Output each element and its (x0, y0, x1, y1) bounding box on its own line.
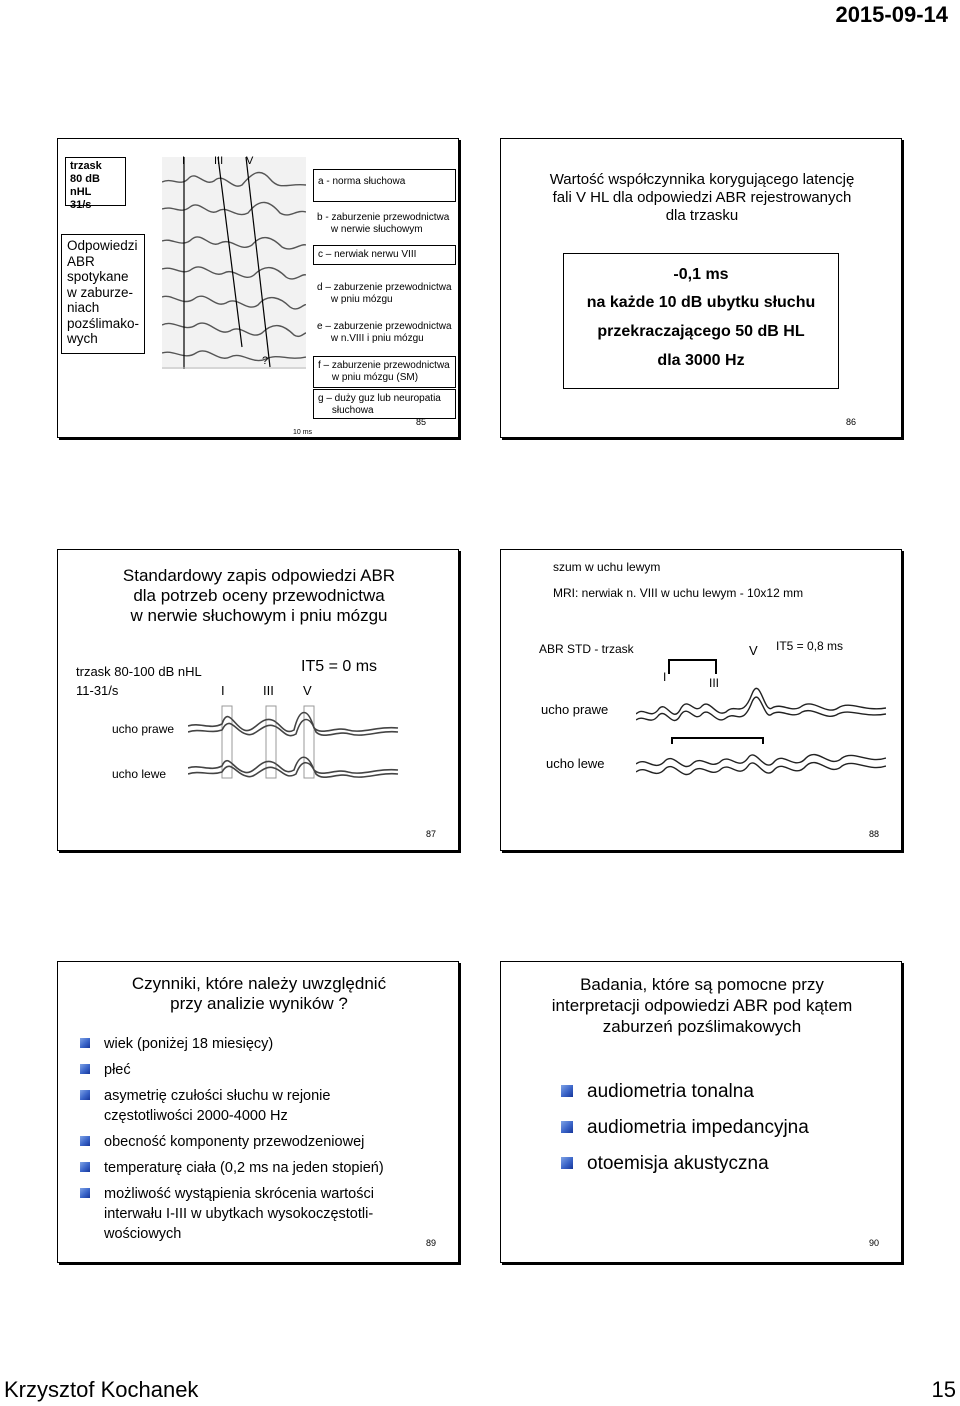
time-scale-label: 10 ms (293, 429, 313, 436)
test-item: audiometria impedancyjna (561, 1116, 891, 1140)
slide-87-title: Standardowy zapis odpowiedzi ABR dla potrzeb oceny przewodnictwa w nerwie słuchowym i pniu mózgu (122, 566, 396, 625)
footer-page-number: 15 (931, 1377, 956, 1402)
factor-item: płeć (80, 1060, 450, 1080)
factor-item: możliwość wystąpienia skrócenia wartości interwału I-III w ubytkach wysokoczęstotli- wościowych (80, 1184, 450, 1244)
slide-85 (57, 138, 459, 438)
slide-90 (500, 961, 902, 1263)
correction-box (563, 253, 839, 389)
peak-label-III: III (709, 676, 720, 690)
it5-label: IT5 = 0,8 ms (776, 639, 844, 653)
peak-label-V: V (246, 155, 254, 167)
bullet-icon (80, 1038, 90, 1048)
left-ear-label: ucho lewe (112, 767, 167, 781)
slide-90-title: Badania, które są pomocne przy interpretacji odpowiedzi ABR pod kątem zaburzeń pozślimakowych (551, 975, 853, 1036)
correction-line2: na każde 10 dB ubytku słuchu (586, 294, 816, 311)
it5-label: IT5 = 0 ms (301, 658, 378, 675)
peak-label-III: III (214, 155, 224, 167)
test-item: audiometria tonalna (561, 1080, 891, 1104)
peak-label-I: I (221, 683, 225, 698)
factors-list (80, 1034, 450, 1244)
factor-item: obecność komponenty przewodzeniowej (80, 1132, 450, 1152)
peak-label-V: V (303, 683, 312, 698)
slide-89-page-number: 89 (426, 1238, 437, 1248)
slide-89-title: Czynniki, które należy uwzględnić przy analizie wyników ? (131, 974, 387, 1013)
abr-tumor-waveforms (636, 654, 886, 794)
slide-87-page-number: 87 (426, 829, 437, 839)
bullet-icon (561, 1085, 573, 1097)
peak-label-I: I (182, 155, 186, 167)
slide-88-page-number: 88 (869, 829, 880, 839)
question-mark: ? (262, 355, 269, 367)
slide-87 (57, 549, 459, 851)
option-c: c – nerwiak nerwu VIII (313, 245, 456, 265)
abr-label: ABR STD - trzask (539, 642, 634, 656)
slide-86-page-number: 86 (846, 417, 857, 427)
mri-label: MRI: nerwiak n. VIII w uchu lewym - 10x12 mm (553, 586, 804, 600)
option-a: a - norma słuchowa (313, 169, 456, 202)
slide-86-title: Wartość współczynnika korygującego latencję fali V HL dla odpowiedzi ABR rejestrowanych dla trzasku (549, 171, 855, 224)
slide-88 (500, 549, 902, 851)
option-b: b - zaburzenie przewodnictwa w nerwie słuchowym (317, 212, 450, 235)
factor-item: temperaturę ciała (0,2 ms na jeden stopień) (80, 1158, 450, 1178)
correction-value: -0,1 ms (673, 266, 729, 283)
abr-standard-waveforms (188, 696, 408, 796)
option-d: d – zaburzenie przewodnictwa w pniu mózgu (317, 282, 452, 305)
slide-85-title-box: Odpowiedzi ABR spotykane w zaburze- niach pozślimako- wych (61, 234, 145, 354)
slide-85-page-number: 85 (416, 417, 427, 427)
symptom-label: szum w uchu lewym (553, 560, 661, 574)
peak-label-I: I (663, 670, 667, 684)
correction-line3: przekraczającego 50 dB HL (597, 323, 805, 340)
slide-86 (500, 138, 902, 438)
bullet-icon (80, 1064, 90, 1074)
stimulus-label: trzask 80-100 dB nHL 11-31/s (76, 664, 202, 698)
abr-waveforms-image (162, 157, 306, 369)
right-ear-label: ucho prawe (541, 702, 609, 717)
peak-label-V: V (749, 643, 758, 658)
tests-list (561, 1080, 891, 1176)
test-item: otoemisja akustyczna (561, 1152, 891, 1176)
bullet-icon (80, 1162, 90, 1172)
correction-line4: dla 3000 Hz (657, 352, 745, 369)
bullet-icon (80, 1136, 90, 1146)
slide-89 (57, 961, 459, 1263)
header-date: 2015-09-14 (835, 2, 948, 27)
stimulus-box: trzask 80 dB nHL 31/s (65, 157, 126, 206)
bullet-icon (561, 1121, 573, 1133)
bullet-icon (80, 1090, 90, 1100)
factor-item: asymetrię czułości słuchu w rejonie częstotliwości 2000-4000 Hz (80, 1086, 450, 1126)
option-f: f – zaburzenie przewodnictwa w pniu mózgu (SM) (313, 356, 456, 388)
option-g: g – duży guz lub neuropatia słuchowa (313, 389, 456, 419)
factor-item: wiek (poniżej 18 miesięcy) (80, 1034, 450, 1054)
slide-90-page-number: 90 (869, 1238, 880, 1248)
bullet-icon (80, 1188, 90, 1198)
option-e: e – zaburzenie przewodnictwa w n.VIII i pniu mózgu (317, 321, 452, 344)
right-ear-label: ucho prawe (112, 722, 175, 736)
peak-label-III: III (263, 683, 274, 698)
bullet-icon (561, 1157, 573, 1169)
footer-author: Krzysztof Kochanek (4, 1377, 199, 1402)
left-ear-label: ucho lewe (546, 756, 605, 771)
